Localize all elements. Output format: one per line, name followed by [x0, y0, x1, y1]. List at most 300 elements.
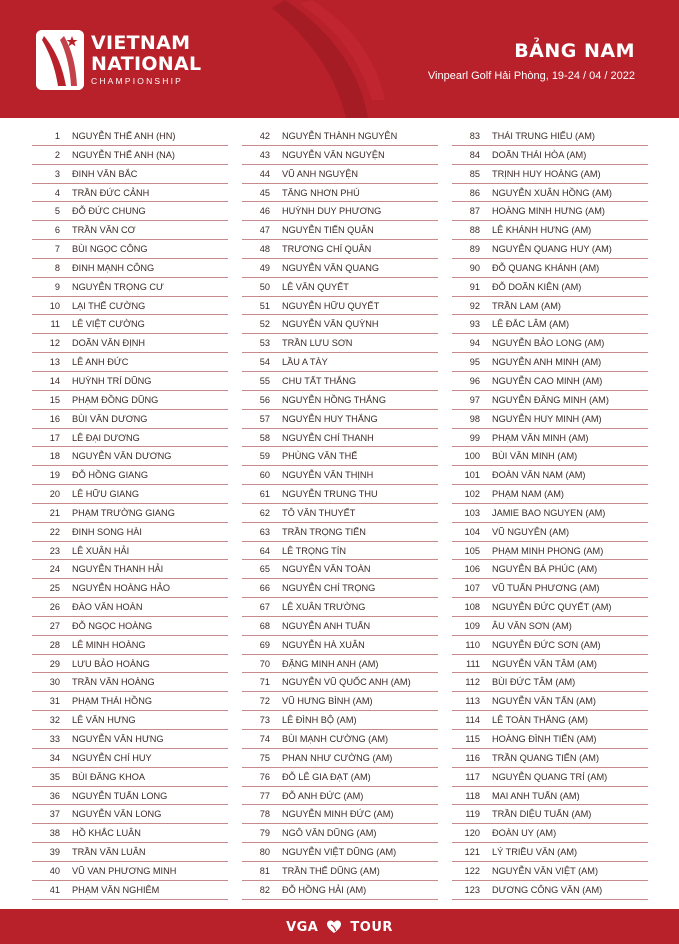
- player-row: [452, 240, 648, 259]
- player-row: [32, 768, 228, 787]
- logo-line-championship: CHAMPIONSHIP: [91, 76, 184, 86]
- player-row: [242, 598, 438, 617]
- player-name: JAMIE BAO NGUYEN (AM): [492, 507, 606, 518]
- player-row: [242, 466, 438, 485]
- player-number: 37: [49, 809, 60, 820]
- player-row: [452, 862, 648, 881]
- player-number: 2: [54, 149, 60, 160]
- player-name: TRẦN VĂN CƠ: [72, 225, 136, 236]
- player-number: 20: [49, 489, 60, 500]
- player-number: 64: [259, 545, 270, 556]
- player-row: [242, 202, 438, 221]
- player-name: NGUYỄN ANH TUẤN: [282, 620, 371, 631]
- player-name: LÊ ĐÌNH BỘ (AM): [282, 715, 357, 726]
- player-row: [242, 334, 438, 353]
- player-number: 40: [49, 865, 60, 876]
- player-number: 115: [465, 734, 480, 744]
- player-number: 88: [469, 225, 480, 236]
- player-number: 13: [49, 357, 60, 368]
- player-name: ĐINH SONG HÀI: [72, 526, 142, 537]
- player-row: [32, 655, 228, 674]
- player-row: [32, 278, 228, 297]
- player-name: TRẦN VĂN HOÀNG: [72, 677, 155, 688]
- player-number: 46: [259, 206, 270, 217]
- player-number: 48: [259, 244, 270, 255]
- player-name: PHẠM VĂN MINH (AM): [492, 432, 589, 443]
- footer-logo-left: VGA: [286, 919, 319, 935]
- player-name: TRƯƠNG CHÍ QUÂN: [282, 244, 372, 255]
- player-number: 63: [259, 526, 270, 537]
- player-name: NGUYỄN QUANG TRÍ (AM): [492, 771, 608, 782]
- header-banner: [0, 0, 679, 118]
- player-name: ĐỖ NGỌC HOÀNG: [72, 620, 153, 631]
- player-row: [32, 523, 228, 542]
- player-name: BÙI ĐĂNG KHOA: [72, 771, 146, 782]
- player-list-column-3: [452, 127, 648, 900]
- player-number: 71: [259, 677, 270, 688]
- player-number: 39: [49, 847, 60, 858]
- player-number: 77: [259, 790, 270, 801]
- player-number: 101: [464, 470, 480, 481]
- player-number: 84: [469, 149, 480, 160]
- player-name: TÔ VĂN THUYẾT: [282, 507, 356, 518]
- player-row: [32, 221, 228, 240]
- player-row: [452, 127, 648, 146]
- player-row: [452, 636, 648, 655]
- player-row: [452, 768, 648, 787]
- player-name: LÊ XUÂN HẢI: [72, 545, 130, 556]
- player-number: 100: [464, 451, 480, 462]
- player-row: [32, 146, 228, 165]
- player-name: NGUYỄN VĂN QUANG: [282, 262, 379, 273]
- player-row: [452, 221, 648, 240]
- player-name: ĐỖ HỒNG HẢI (AM): [282, 884, 367, 895]
- player-name: NGUYỄN HÀ XUÂN: [282, 639, 365, 650]
- player-number: 83: [469, 131, 480, 141]
- player-row: [242, 768, 438, 787]
- player-name: LÊ XUÂN TRƯỜNG: [282, 602, 366, 613]
- player-name: ĐẶNG MINH ANH (AM): [282, 658, 379, 669]
- player-number: 49: [259, 262, 270, 273]
- player-name: PHÙNG VĂN THẾ: [282, 451, 358, 462]
- player-row: [452, 881, 648, 900]
- player-number: 79: [259, 828, 270, 839]
- player-name: PHẠM NAM (AM): [492, 489, 564, 500]
- player-number: 121: [464, 847, 480, 858]
- player-name: NGUYỄN TRỌNG CƯ: [72, 281, 164, 292]
- player-row: [32, 466, 228, 485]
- player-row: [32, 636, 228, 655]
- player-name: NGUYỄN THÀNH NGUYÊN: [282, 131, 398, 141]
- player-name: NGUYỄN THANH HẢI: [72, 564, 164, 575]
- player-name: LẠI THẾ CƯỜNG: [72, 300, 146, 311]
- player-name: HUỲNH DUY PHƯƠNG: [282, 206, 382, 217]
- player-number: 96: [469, 375, 480, 386]
- footer-banner: [0, 909, 679, 944]
- player-name: NGUYỄN ĐỨC SƠN (AM): [492, 639, 601, 650]
- player-number: 50: [259, 281, 270, 292]
- player-number: 97: [469, 394, 480, 405]
- player-row: [32, 542, 228, 561]
- player-row: [452, 692, 648, 711]
- player-row: [32, 165, 228, 184]
- player-row: [242, 655, 438, 674]
- player-row: [452, 598, 648, 617]
- player-row: [242, 259, 438, 278]
- player-row: [452, 391, 648, 410]
- player-number: 61: [259, 489, 270, 500]
- player-number: 7: [54, 244, 60, 255]
- player-name: TRẦN QUANG TIẾN (AM): [492, 752, 600, 763]
- player-number: 22: [49, 526, 60, 537]
- player-name: TRẦN VĂN LUÂN: [72, 847, 146, 858]
- player-name: NGUYỄN VĂN HƯNG: [72, 734, 164, 744]
- player-row: [452, 447, 648, 466]
- player-number: 78: [259, 809, 270, 820]
- player-name: ĐỖ DOÃN KIÊN (AM): [492, 281, 582, 292]
- player-row: [32, 749, 228, 768]
- player-row: [32, 127, 228, 146]
- player-number: 72: [259, 696, 270, 707]
- player-row: [242, 165, 438, 184]
- player-row: [32, 429, 228, 448]
- heart-icon: [326, 919, 342, 935]
- player-row: [242, 297, 438, 316]
- player-name: LÊ MINH HOÀNG: [72, 639, 146, 650]
- player-number: 118: [465, 790, 480, 801]
- player-row: [242, 315, 438, 334]
- player-name: ÂU VĂN SƠN (AM): [492, 620, 572, 631]
- player-row: [452, 259, 648, 278]
- player-row: [452, 372, 648, 391]
- player-number: 86: [469, 187, 480, 198]
- player-name: ĐOÀN UY (AM): [492, 828, 557, 839]
- player-name: NGUYỄN ĐỨC QUYẾT (AM): [492, 602, 612, 613]
- player-name: TĂNG NHƠN PHÚ: [282, 187, 360, 198]
- player-row: [32, 202, 228, 221]
- player-row: [452, 730, 648, 749]
- player-row: [32, 673, 228, 692]
- player-row: [452, 673, 648, 692]
- player-number: 108: [464, 602, 480, 613]
- player-row: [242, 184, 438, 203]
- player-number: 11: [50, 319, 60, 330]
- player-name: NGUYỄN HUY THẮNG: [282, 413, 378, 424]
- player-row: [452, 165, 648, 184]
- player-row: [242, 146, 438, 165]
- player-number: 5: [54, 206, 60, 217]
- player-row: [452, 824, 648, 843]
- player-name: NGUYỄN CHÍ THANH: [282, 432, 374, 443]
- player-list-column-2: [242, 127, 438, 900]
- player-name: PHẠM VĂN NGHIÊM: [72, 884, 160, 895]
- player-name: TRẦN TRỌNG TIẾN: [282, 526, 366, 537]
- player-row: [32, 391, 228, 410]
- player-row: [32, 617, 228, 636]
- player-row: [32, 353, 228, 372]
- player-name: NGUYỄN VĂN LONG: [72, 809, 162, 820]
- player-number: 34: [49, 752, 60, 763]
- player-name: LẦU A TÀY: [282, 357, 328, 368]
- player-number: 105: [464, 545, 480, 556]
- player-row: [452, 805, 648, 824]
- player-name: LÊ ĐẮC LÂM (AM): [492, 319, 570, 330]
- player-number: 47: [259, 225, 270, 236]
- player-number: 80: [259, 847, 270, 858]
- player-number: 106: [464, 564, 480, 575]
- player-row: [242, 353, 438, 372]
- player-row: [452, 429, 648, 448]
- player-list-column-1: [32, 127, 228, 900]
- player-number: 110: [465, 639, 480, 650]
- player-name: LÊ VĂN QUYẾT: [282, 281, 349, 292]
- player-number: 75: [259, 752, 270, 763]
- player-row: [452, 542, 648, 561]
- player-number: 28: [49, 639, 60, 650]
- logo-line-vietnam: VIETNAM: [91, 32, 191, 54]
- player-number: 117: [465, 771, 480, 782]
- player-row: [242, 391, 438, 410]
- player-name: NGUYỄN CAO MINH (AM): [492, 375, 603, 386]
- player-name: ĐINH MẠNH CÔNG: [72, 262, 155, 273]
- player-number: 58: [259, 432, 270, 443]
- player-row: [32, 730, 228, 749]
- championship-logo-icon: [36, 30, 84, 90]
- player-row: [242, 749, 438, 768]
- player-number: 82: [259, 884, 270, 895]
- player-name: THÁI TRUNG HIẾU (AM): [492, 131, 595, 141]
- player-name: NGUYỄN BẢO LONG (AM): [492, 338, 605, 349]
- player-number: 107: [464, 583, 480, 594]
- player-number: 16: [49, 413, 60, 424]
- player-row: [32, 862, 228, 881]
- player-number: 10: [49, 300, 60, 311]
- player-name: NGUYỄN CHÍ HUY: [72, 752, 152, 763]
- player-row: [452, 787, 648, 806]
- player-number: 112: [465, 677, 480, 688]
- player-number: 25: [49, 583, 60, 594]
- player-number: 104: [464, 526, 480, 537]
- player-row: [242, 485, 438, 504]
- player-number: 114: [465, 715, 480, 726]
- player-number: 51: [259, 300, 270, 311]
- player-name: NGUYỄN VĂN DƯƠNG: [72, 451, 172, 462]
- player-number: 66: [259, 583, 270, 594]
- player-row: [242, 240, 438, 259]
- player-row: [32, 787, 228, 806]
- player-number: 59: [259, 451, 270, 462]
- player-row: [32, 598, 228, 617]
- player-name: TRẦN DIỆU TUẤN (AM): [492, 809, 592, 820]
- player-row: [242, 542, 438, 561]
- player-number: 3: [54, 168, 60, 179]
- player-number: 94: [469, 338, 480, 349]
- player-name: VŨ TUẤN PHƯƠNG (AM): [492, 583, 600, 594]
- player-number: 103: [464, 507, 480, 518]
- player-row: [32, 711, 228, 730]
- player-row: [32, 297, 228, 316]
- player-name: NGUYỄN VIỆT DŨNG (AM): [282, 847, 397, 858]
- player-name: LÊ KHÁNH HƯNG (AM): [492, 225, 592, 236]
- player-number: 116: [465, 752, 480, 763]
- player-name: LƯU BẢO HOÀNG: [72, 658, 150, 669]
- player-row: [242, 636, 438, 655]
- player-name: CHU TẤT THẮNG: [282, 375, 357, 386]
- player-row: [242, 843, 438, 862]
- player-row: [242, 881, 438, 900]
- player-row: [242, 787, 438, 806]
- player-row: [452, 315, 648, 334]
- player-name: TRẦN THẾ DŨNG (AM): [282, 865, 380, 876]
- player-name: LÊ HỮU GIANG: [72, 489, 140, 500]
- player-name: PHẠM TRƯỜNG GIANG: [72, 507, 175, 518]
- player-name: NGUYỄN VĂN THỊNH: [282, 470, 374, 481]
- player-name: ĐOÀN VĂN NAM (AM): [492, 470, 586, 481]
- player-row: [242, 429, 438, 448]
- player-row: [242, 579, 438, 598]
- player-row: [32, 692, 228, 711]
- player-row: [242, 372, 438, 391]
- player-number: 41: [49, 884, 60, 895]
- player-row: [32, 504, 228, 523]
- player-row: [452, 278, 648, 297]
- player-row: [452, 843, 648, 862]
- player-number: 99: [469, 432, 480, 443]
- player-name: BÙI MẠNH CƯỜNG (AM): [282, 734, 389, 744]
- player-row: [242, 730, 438, 749]
- player-number: 55: [259, 375, 270, 386]
- player-row: [32, 579, 228, 598]
- player-row: [242, 617, 438, 636]
- player-number: 32: [49, 715, 60, 726]
- player-number: 15: [49, 394, 60, 405]
- player-name: DOÃN VĂN ĐỊNH: [72, 338, 145, 349]
- player-row: [242, 673, 438, 692]
- player-number: 30: [49, 677, 60, 688]
- player-number: 123: [464, 884, 480, 895]
- player-row: [32, 259, 228, 278]
- player-name: VŨ VAN PHƯƠNG MINH: [72, 865, 177, 876]
- player-row: [32, 334, 228, 353]
- player-number: 98: [469, 413, 480, 424]
- player-number: 102: [464, 489, 480, 500]
- player-number: 6: [54, 225, 60, 236]
- player-number: 52: [259, 319, 270, 330]
- player-row: [242, 805, 438, 824]
- player-number: 36: [49, 790, 60, 801]
- player-name: ĐỖ HỒNG GIANG: [72, 470, 149, 481]
- player-name: TRẦN LƯU SƠN: [282, 338, 353, 349]
- player-name: ĐỖ QUANG KHÁNH (AM): [492, 262, 600, 273]
- player-name: HUỲNH TRÍ DŨNG: [72, 375, 152, 386]
- player-name: ĐINH VĂN BẮC: [72, 168, 138, 179]
- player-number: 42: [259, 131, 270, 141]
- player-number: 70: [259, 658, 270, 669]
- player-name: ĐỖ ĐỨC CHUNG: [72, 206, 146, 217]
- player-number: 113: [465, 696, 480, 707]
- player-number: 85: [469, 168, 480, 179]
- player-name: TRẦN ĐỨC CẢNH: [72, 187, 150, 198]
- player-number: 45: [259, 187, 270, 198]
- player-name: ĐỖ LÊ GIA ĐẠT (AM): [282, 771, 371, 782]
- player-name: NGUYỄN MINH ĐỨC (AM): [282, 809, 394, 820]
- player-row: [242, 504, 438, 523]
- player-row: [452, 560, 648, 579]
- player-number: 93: [469, 319, 480, 330]
- player-name: NGUYỄN VĂN TÂM (AM): [492, 658, 597, 669]
- player-name: BÙI VĂN MINH (AM): [492, 451, 578, 462]
- player-name: PHAN NHƯ CƯỜNG (AM): [282, 752, 393, 763]
- player-number: 73: [259, 715, 270, 726]
- player-row: [242, 221, 438, 240]
- player-number: 120: [464, 828, 480, 839]
- player-number: 90: [469, 262, 480, 273]
- player-number: 122: [464, 865, 480, 876]
- player-name: LÊ ANH ĐỨC: [72, 357, 129, 368]
- player-row: [452, 523, 648, 542]
- player-name: LÊ VĂN HƯNG: [72, 715, 136, 726]
- player-number: 87: [469, 206, 480, 217]
- player-row: [242, 410, 438, 429]
- player-number: 1: [54, 131, 60, 141]
- player-name: LÊ ĐẠI DƯƠNG: [72, 432, 140, 443]
- player-name: NGUYỄN BÁ PHÚC (AM): [492, 564, 598, 575]
- player-number: 8: [54, 262, 60, 273]
- player-name: VŨ HƯNG BÌNH (AM): [282, 696, 373, 707]
- player-row: [32, 560, 228, 579]
- player-row: [32, 240, 228, 259]
- player-name: LÊ TRỌNG TÍN: [282, 545, 346, 556]
- player-name: NGUYỄN TRUNG THU: [282, 489, 378, 500]
- player-name: NGUYỄN THẾ ANH (HN): [72, 131, 176, 141]
- player-number: 89: [469, 244, 480, 255]
- player-row: [452, 184, 648, 203]
- player-row: [242, 127, 438, 146]
- player-name: NGUYỄN HOÀNG HẢO: [72, 583, 171, 594]
- player-name: NGUYỄN ĐĂNG MINH (AM): [492, 394, 609, 405]
- player-name: NGUYỄN VĂN NGUYỆN: [282, 149, 385, 160]
- player-name: NGUYỄN HUY MINH (AM): [492, 413, 602, 424]
- footer-logo-right: TOUR: [350, 919, 393, 935]
- player-number: 44: [259, 168, 270, 179]
- player-row: [452, 410, 648, 429]
- player-row: [32, 372, 228, 391]
- player-row: [242, 278, 438, 297]
- player-name: LÊ TOÀN THẮNG (AM): [492, 715, 588, 726]
- player-name: PHẠM THÁI HỒNG: [72, 696, 152, 707]
- player-name: BÙI ĐỨC TÂM (AM): [492, 677, 576, 688]
- player-row: [452, 655, 648, 674]
- player-name: VŨ ANH NGUYỆN: [282, 168, 359, 179]
- player-name: LÊ VIỆT CƯỜNG: [72, 319, 145, 330]
- player-row: [242, 862, 438, 881]
- player-row: [452, 334, 648, 353]
- player-row: [32, 824, 228, 843]
- player-name: NGUYỄN XUÂN HỒNG (AM): [492, 187, 612, 198]
- player-number: 24: [49, 564, 60, 575]
- player-number: 81: [259, 865, 270, 876]
- player-number: 109: [464, 620, 480, 631]
- logo-wordmark: [91, 34, 201, 86]
- player-number: 54: [259, 357, 270, 368]
- player-name: NGUYỄN CHÍ TRỌNG: [282, 583, 376, 594]
- player-row: [452, 617, 648, 636]
- player-number: 12: [49, 338, 60, 349]
- player-number: 67: [259, 602, 270, 613]
- player-number: 119: [465, 809, 480, 820]
- player-row: [242, 447, 438, 466]
- player-name: PHẠM ĐỒNG DŨNG: [72, 394, 159, 405]
